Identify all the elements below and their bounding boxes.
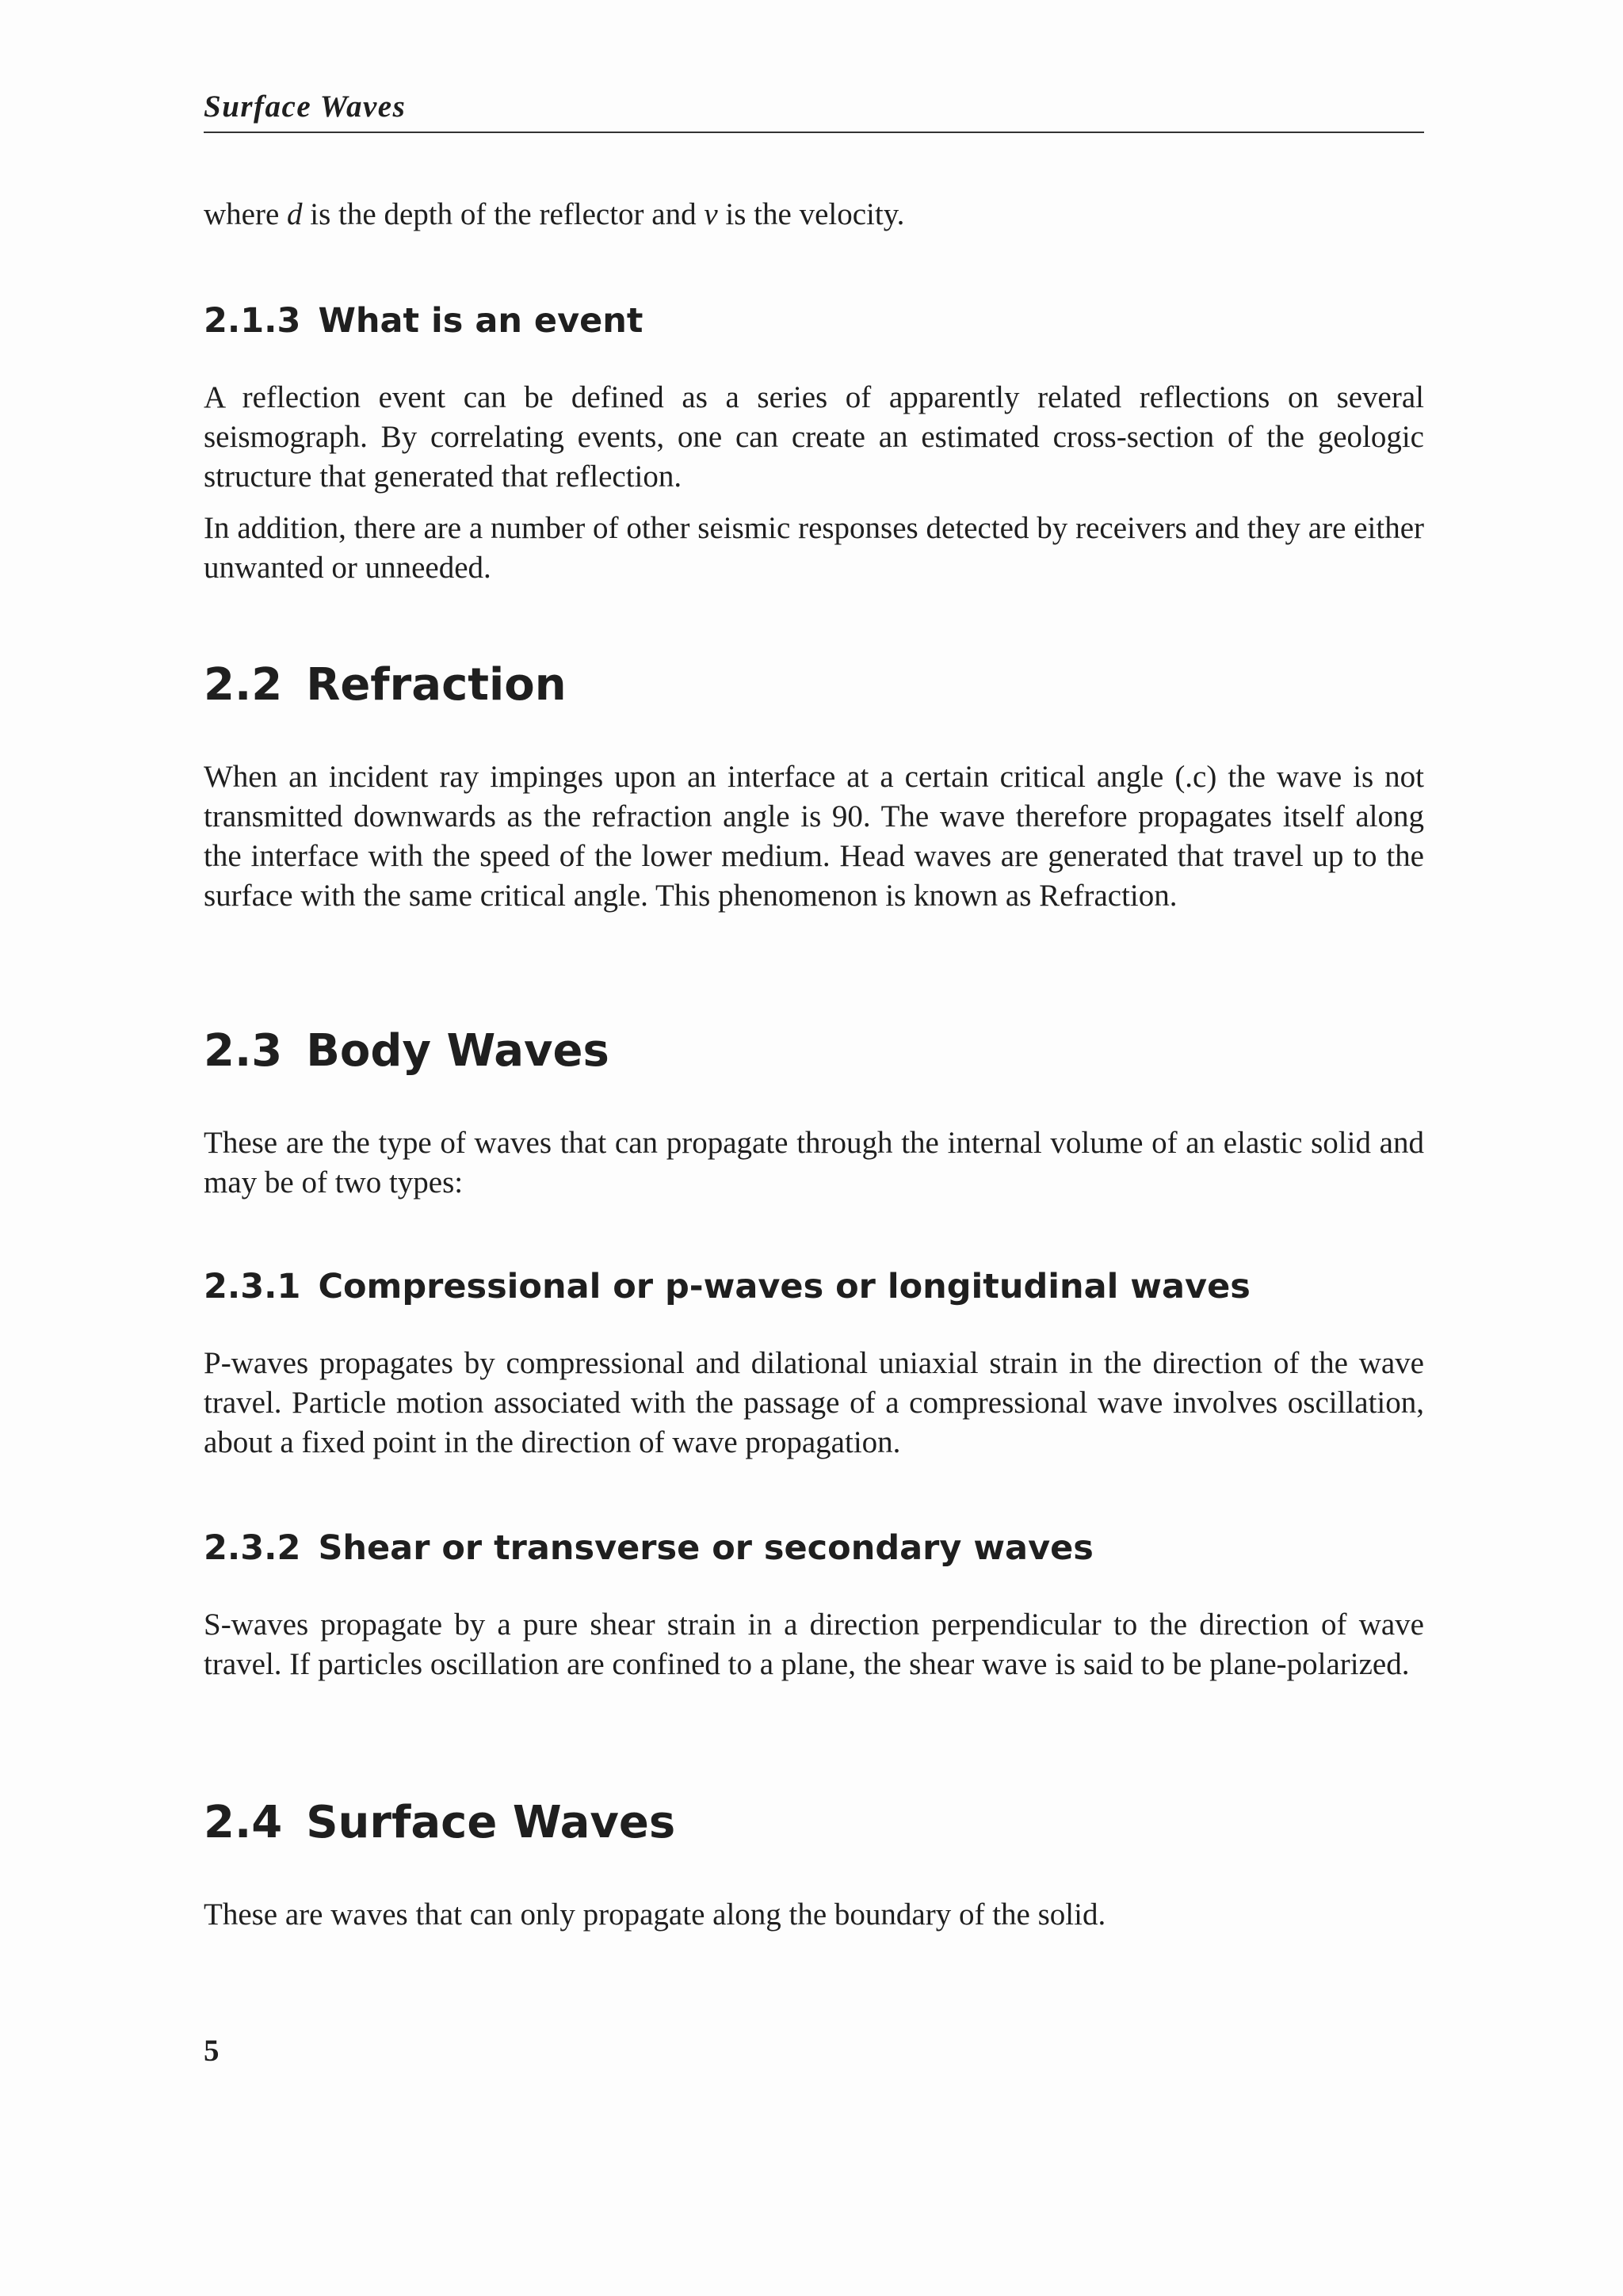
section-title: What is an event: [318, 301, 643, 341]
section-number: 2.3: [204, 1025, 283, 1077]
paragraph: A reflection event can be defined as a series of apparently related reflections on several seismograph. By correlating events, one can create an estimated cross-section of the geologic structure that generated that reflection.: [204, 380, 1424, 494]
section-number: 2.2: [204, 659, 283, 711]
paragraph: P-waves propagates by compressional and dilational uniaxial strain in the direction of the wave travel. Particle motion associated with the passage of a compressional wave involves oscillation, about a fixed point in the direction of wave propagation.: [204, 1346, 1424, 1459]
section-2-1-3-paragraph-1: [204, 378, 1424, 497]
paragraph: S-waves propagate by a pure shear strain in a direction perpendicular to the direction of wave travel. If particles oscillation are confined to a plane, the shear wave is said to be plane-polarized.: [204, 1608, 1424, 1681]
section-2-1-3-paragraph-2: [204, 509, 1424, 588]
document-page: [204, 0, 1424, 2296]
section-2-3-heading: [204, 1025, 1424, 1077]
section-title: Surface Waves: [306, 1797, 676, 1848]
section-title: Refraction: [306, 659, 567, 711]
paragraph: These are the type of waves that can propagate through the internal volume of an elastic solid and may be of two types:: [204, 1126, 1424, 1199]
section-title: Shear or transverse or secondary waves: [318, 1528, 1094, 1568]
var-d: d: [287, 197, 303, 231]
section-number: 2.1.3: [204, 301, 301, 341]
section-2-2-paragraph: [204, 757, 1424, 916]
running-head: Surface Waves: [204, 90, 407, 124]
header-rule: [204, 132, 1424, 133]
intro-line: [204, 195, 1424, 235]
intro-text-2: is the depth of the reflector and: [302, 197, 705, 231]
intro-paragraph: [204, 195, 1424, 235]
paragraph: When an incident ray impinges upon an interface at a certain critical angle (.c) the wave is not transmitted downwards as the refraction angle is 90. The wave therefore propagates itself along the interface with the speed of the lower medium. Head waves are generated that travel up to the surface with the same critical angle. This phenomenon is known as Refraction.: [204, 760, 1424, 913]
paragraph: These are waves that can only propagate along the boundary of the solid.: [204, 1897, 1106, 1932]
section-2-4-paragraph: [204, 1895, 1424, 1935]
section-2-3-1-paragraph: [204, 1344, 1424, 1463]
section-2-3-1-heading: [204, 1267, 1424, 1306]
section-title: Compressional or p-waves or longitudinal waves: [318, 1267, 1251, 1306]
section-2-3-paragraph: [204, 1123, 1424, 1203]
page-number: 5: [204, 2034, 220, 2068]
paragraph: In addition, there are a number of other seismic responses detected by receivers and they are either unwanted or unneeded.: [204, 511, 1424, 585]
section-2-2-heading: [204, 659, 1424, 711]
section-number: 2.3.1: [204, 1267, 301, 1306]
intro-text-1: where: [204, 197, 288, 231]
var-v: v: [704, 197, 718, 231]
section-2-3-2-paragraph: [204, 1605, 1424, 1684]
section-title: Body Waves: [306, 1025, 609, 1077]
intro-text-3: is the velocity.: [717, 197, 905, 231]
section-2-4-heading: [204, 1797, 1424, 1848]
section-number: 2.3.2: [204, 1528, 301, 1568]
section-number: 2.4: [204, 1797, 283, 1848]
section-2-1-3-heading: [204, 301, 1424, 341]
section-2-3-2-heading: [204, 1528, 1424, 1568]
